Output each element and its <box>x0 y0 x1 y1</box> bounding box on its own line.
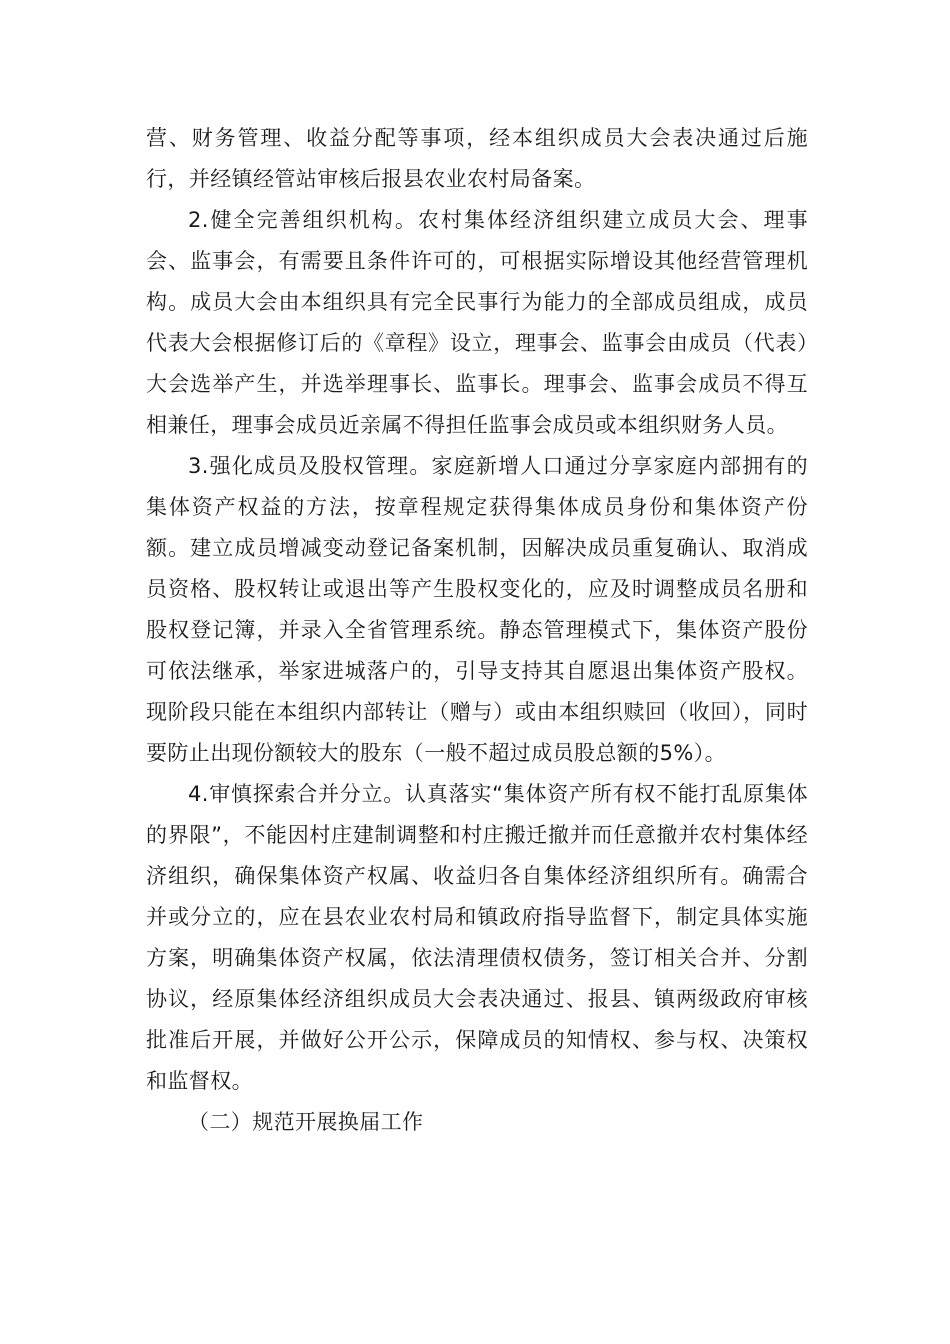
paragraph-member-equity-management: 3.强化成员及股权管理。家庭新增人口通过分享家庭内部拥有的集体资产权益的方法，按章程规定获得集体成员身份和集体资产份额。建立成员增减变动登记备案机制，因解决成员重复确认、取消成员资格、股权转让或退出等产生股权变化的，应及时调整成员名册和股权登记簿，并录入全省管理系统。静态管理模式下，集体资产股份可依法继承，举家进城落户的，引导支持其自愿退出集体资产股权。现阶段只能在本组织内部转让（赠与）或由本组织赎回（收回），同时要防止出现份额较大的股东（一般不超过成员股总额的5%）。 <box>146 454 808 765</box>
paragraph-merger-division: 4.审慎探索合并分立。认真落实“集体资产所有权不能打乱原集体的界限”，不能因村庄建制调整和村庄搬迁撤并而任意撤并农村集体经济组织，确保集体资产权属、收益归各自集体经济组织所有。确需合并或分立的，应在县农业农村局和镇政府指导监督下，制定具体实施方案，明确集体资产权属，依法清理债权债务，签订相关合并、分割协议，经原集体经济组织成员大会表决通过、报县、镇两级政府审核批准后开展，并做好公开公示，保障成员的知情权、参与权、决策权和监督权。 <box>146 782 808 1093</box>
paragraph-organization-structure: 2.健全完善组织机构。农村集体经济组织建立成员大会、理事会、监事会，有需要且条件许可的，可根据实际增设其他经营管理机构。成员大会由本组织具有完全民事行为能力的全部成员组成，成员代表大会根据修订后的《章程》设立，理事会、监事会由成员（代表）大会选举产生，并选举理事长、监事长。理事会、监事会成员不得互相兼任，理事会成员近亲属不得担任监事会成员或本组织财务人员。 <box>146 208 808 437</box>
section-heading: （二）规范开展换届工作 <box>188 1110 424 1134</box>
document-body <box>146 118 808 1143</box>
paragraph-continuation: 营、财务管理、收益分配等事项，经本组织成员大会表决通过后施行，并经镇经管站审核后报县农业农村局备案。 <box>146 126 808 191</box>
